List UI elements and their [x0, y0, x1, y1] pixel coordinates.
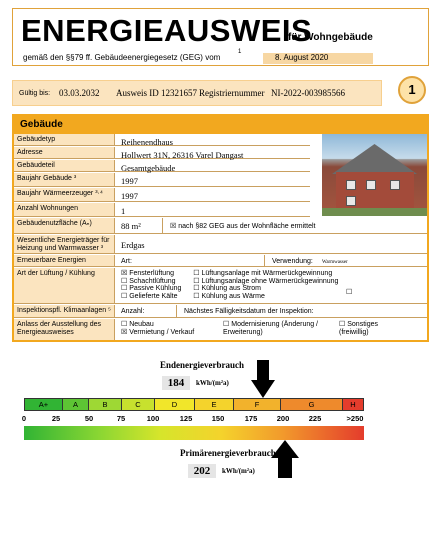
page-title: ENERGIEAUSWEIS — [21, 13, 313, 48]
class-d: D — [155, 399, 195, 410]
cooling-heat: Kühlung aus Wärme — [201, 292, 265, 300]
cooling-electric: Kühlung aus Strom — [201, 285, 262, 292]
certificate-id-value: 12321657 — [161, 88, 197, 98]
row-label: Gebäudeteil — [14, 160, 115, 171]
class-h: H — [343, 399, 363, 410]
reason-label: Sonstiges (freiwillig) — [339, 321, 378, 336]
class-f: F — [234, 399, 281, 410]
checkbox-icon: ☐ — [193, 270, 200, 277]
row-apartments — [14, 203, 310, 217]
row-issue-reason — [14, 319, 427, 340]
renewables-type: Art: — [121, 258, 132, 265]
class-g: G — [281, 399, 343, 410]
photo-window — [346, 196, 356, 206]
row-label: Gebäudetyp — [14, 134, 115, 145]
row-label: Baujahr Gebäude ³ — [14, 173, 115, 186]
ventilation-line — [121, 278, 338, 286]
divider — [176, 305, 177, 317]
tick-label: 125 — [179, 414, 193, 423]
reason-rent-sale — [121, 329, 194, 337]
row-value: 1997 — [121, 191, 138, 201]
tick-label: 75 — [116, 414, 126, 423]
registration-label: Registriernummer — [199, 88, 265, 98]
checkbox-icon: ☐ — [193, 285, 200, 292]
tick-label: 0 — [21, 414, 27, 423]
checkbox-icon: ☐ — [193, 292, 200, 300]
cooling-delivered: Gelieferte Kälte — [129, 292, 178, 300]
row-label: Gebäudenutzfläche (Aₙ) — [14, 218, 115, 233]
energy-gradient-bar — [24, 426, 364, 440]
tick-label: >250 — [346, 414, 364, 423]
valid-until-value: 03.03.2032 — [59, 88, 100, 98]
row-energy-carrier — [14, 235, 427, 254]
footnote-marker: 1 — [238, 49, 242, 55]
checkbox-icon: ☐ — [121, 285, 128, 292]
ac-count-label: Anzahl: — [121, 308, 145, 315]
row-value: 88 m² — [121, 221, 141, 231]
row-label: Wesentliche Energieträger für Heizung und Warmwasser ³ — [14, 235, 115, 253]
checkbox-icon: ☐ — [339, 321, 346, 328]
checkbox-checked-icon: ☒ — [121, 329, 128, 336]
row-label: Anzahl Wohnungen — [14, 203, 115, 216]
tick-label: 50 — [84, 414, 94, 423]
row-ventilation — [14, 268, 427, 304]
class-e: E — [195, 399, 234, 410]
tick-label: 150 — [211, 414, 225, 423]
tick-label: 25 — [51, 414, 61, 423]
efficiency-class-scale — [24, 398, 364, 411]
row-label: Anlass der Ausstellung des Energieausweises — [14, 319, 115, 340]
row-address — [14, 147, 310, 159]
building-section — [12, 114, 429, 342]
page-subtitle: für Wohngebäude — [288, 32, 373, 43]
primary-energy-unit: kWh/(m²a) — [222, 467, 255, 475]
floor-area-note — [166, 218, 319, 233]
row-ac-inspection — [14, 305, 427, 318]
certificate-id-label: Ausweis ID — [116, 88, 159, 98]
checkbox-checked-icon: ☒ — [170, 223, 177, 230]
primary-energy-value: 202 — [188, 464, 216, 478]
class-c: C — [122, 399, 155, 410]
renewables-use-label: Verwendung: — [272, 258, 313, 265]
photo-roof — [332, 144, 417, 174]
row-label: Adresse — [14, 147, 115, 158]
legal-date: 8. August 2020 — [263, 53, 373, 64]
divider — [264, 255, 265, 266]
ventilation-line — [121, 285, 338, 293]
row-building-type — [14, 134, 310, 146]
row-heater-year — [14, 188, 310, 202]
tick-label: 225 — [308, 414, 322, 423]
row-value: Erdgas — [121, 240, 145, 250]
reason-new-build — [121, 321, 154, 329]
section-title: Gebäude — [14, 116, 427, 134]
registration-value: NI-2022-003985566 — [271, 88, 345, 98]
row-value: 1997 — [121, 176, 138, 186]
row-build-year — [14, 173, 310, 187]
row-value: Gesamtgebäude — [121, 163, 176, 173]
row-floor-area — [14, 218, 427, 234]
final-energy-arrow-icon — [251, 360, 275, 398]
scale-ticks — [18, 414, 368, 426]
row-renewables — [14, 255, 427, 267]
issue-reason-options — [117, 319, 422, 340]
reason-modernisation — [223, 321, 323, 336]
row-label: Art der Lüftung / Kühlung — [14, 268, 115, 303]
legal-reference — [23, 49, 329, 62]
inspection-date-label: Nächstes Fälligkeitsdatum der Inspektion: — [184, 308, 314, 315]
ventilation-window: Fensterlüftung — [129, 270, 174, 277]
tick-label: 200 — [276, 414, 290, 423]
renewables-use-value: Warmwasser — [322, 260, 348, 265]
ventilation-line — [121, 293, 338, 301]
row-building-part — [14, 160, 310, 172]
valid-until-label: Gültig bis: — [19, 90, 51, 97]
divider — [162, 218, 163, 233]
photo-window — [346, 180, 356, 190]
checkbox-checked-icon: ☒ — [121, 270, 128, 277]
reason-label: Neubau — [129, 321, 154, 328]
floor-area-method: nach §82 GEG aus der Wohnfläche ermittelt — [178, 223, 316, 230]
page-number-badge: 1 — [398, 76, 426, 104]
legal-text: gemäß den §§79 ff. Gebäudeenergiegesetz (GEG) vom — [23, 53, 221, 62]
ventilation-options — [117, 268, 342, 303]
reason-label: Modernisierung (Änderung / Erweiterung) — [223, 321, 319, 336]
class-b: B — [89, 399, 122, 410]
row-value: Hollwert 31N, 26316 Varel Dangast — [121, 150, 244, 160]
row-label: Baujahr Wärmeerzeuger ³·⁴ — [14, 188, 115, 201]
photo-grass — [322, 208, 427, 216]
tick-label: 100 — [146, 414, 160, 423]
row-value: 1 — [121, 206, 126, 216]
photo-window — [366, 180, 376, 190]
checkbox-icon: ☐ — [223, 321, 230, 328]
validity-bar — [12, 80, 382, 106]
checkbox-icon: ☐ — [346, 289, 353, 296]
primary-energy-label: Primärenergieverbrauch — [180, 448, 276, 458]
ventilation-no-recovery: Lüftungsanlage ohne Wärmerückgewinnung — [201, 277, 339, 285]
row-label: Erneuerbare Energien — [14, 255, 115, 266]
class-a: A — [63, 399, 89, 410]
checkbox-icon: ☐ — [121, 277, 128, 285]
reason-other — [339, 321, 399, 336]
final-energy-unit: kWh/(m²a) — [196, 379, 229, 387]
checkbox-icon: ☐ — [193, 277, 200, 285]
final-energy-label: Endenergieverbrauch — [160, 360, 244, 370]
checkbox-icon: ☐ — [121, 321, 128, 328]
row-value: Reihenendhaus — [121, 137, 173, 147]
final-energy-value: 184 — [162, 376, 190, 390]
row-label: Inspektionspfl. Klimaanlagen ⁵ — [14, 305, 115, 317]
ventilation-shaft: Schachtlüftung — [129, 277, 176, 285]
ventilation-heat-recovery: Lüftungsanlage mit Wärmerückgewinnung — [201, 270, 333, 277]
ventilation-line — [121, 270, 338, 278]
building-photo — [322, 134, 427, 216]
checkbox-icon: ☐ — [121, 292, 128, 300]
primary-energy-arrow-icon — [271, 440, 299, 478]
certificate-header — [12, 8, 429, 66]
tick-label: 175 — [244, 414, 258, 423]
class-a-plus: A+ — [25, 399, 63, 410]
cooling-passive: Passive Kühlung — [129, 285, 182, 292]
photo-window — [390, 180, 400, 190]
reason-label: Vermietung / Verkauf — [129, 329, 195, 336]
